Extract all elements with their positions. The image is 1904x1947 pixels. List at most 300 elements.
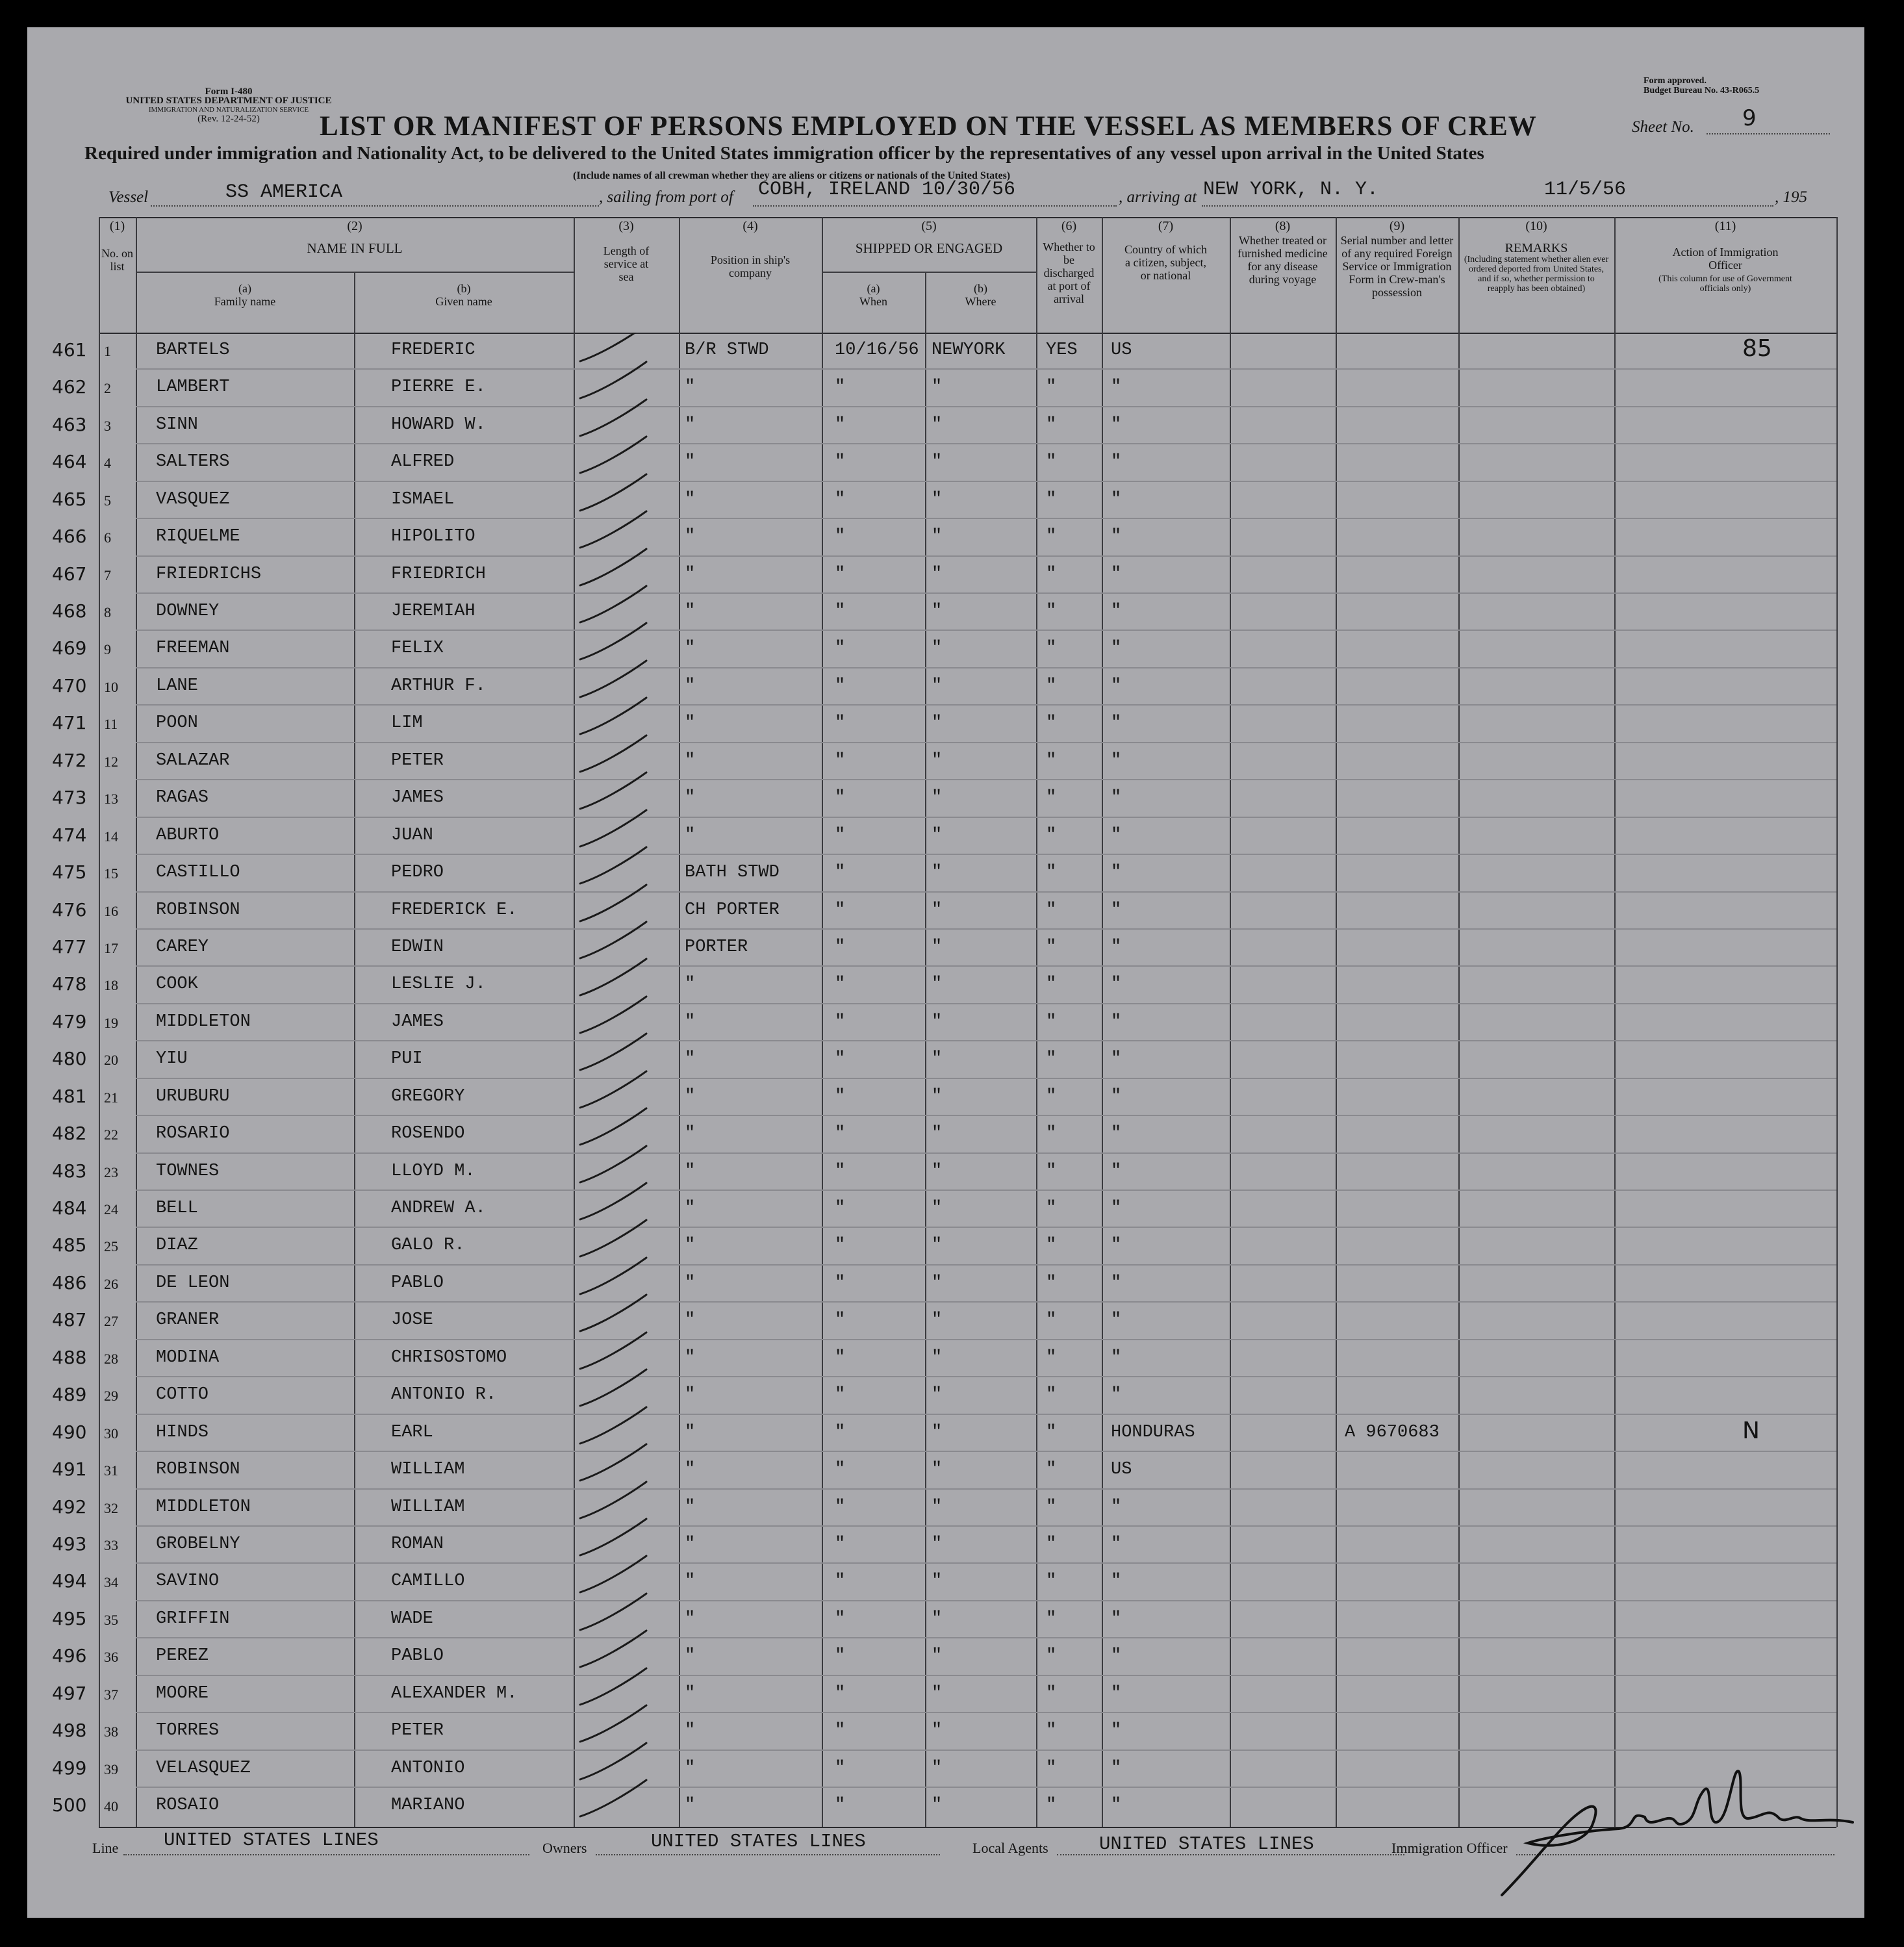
position: " — [685, 1609, 696, 1629]
discharged: YES — [1046, 340, 1078, 360]
officer-action: 85 — [1742, 335, 1772, 362]
shipped-when: " — [835, 639, 846, 658]
col7-header — [1102, 220, 1230, 282]
vessel-label: Vessel — [108, 188, 149, 206]
given-name: ROSENDO — [391, 1124, 465, 1143]
shipped-where: " — [932, 565, 943, 584]
family-name: GRANER — [156, 1310, 220, 1330]
given-name: FREDERIC — [391, 340, 476, 360]
family-name: MOORE — [156, 1684, 209, 1703]
position: " — [685, 1684, 696, 1703]
shipped-where: " — [932, 713, 943, 733]
shipped-when: " — [835, 751, 846, 770]
given-name: GALO R. — [391, 1236, 465, 1255]
length-check-stroke — [580, 1071, 646, 1108]
length-check-stroke — [580, 1332, 646, 1369]
row-number: 21 — [104, 1089, 118, 1106]
row-number: 27 — [104, 1313, 118, 1329]
family-name: FREEMAN — [156, 639, 230, 658]
discharged: " — [1046, 1796, 1057, 1815]
length-check-stroke — [580, 474, 646, 511]
shipped-where: " — [932, 1534, 943, 1554]
given-name: MARIANO — [391, 1796, 465, 1815]
shipped-where: " — [932, 1348, 943, 1368]
handwritten-list-number: 475 — [52, 861, 87, 883]
col9-title: Serial number and letter of any required Foreign Service or Immigration Form in Crew-man's possession — [1340, 234, 1454, 299]
position: " — [685, 1273, 696, 1293]
family-name: LANE — [156, 676, 198, 696]
shipped-when: " — [835, 937, 846, 957]
position: " — [685, 788, 696, 808]
length-check-stroke — [580, 959, 646, 995]
shipped-when: " — [835, 1646, 846, 1666]
col7-title: Country of which a citizen, subject, or national — [1124, 243, 1207, 282]
position: " — [685, 1385, 696, 1405]
shipped-where: " — [932, 788, 943, 808]
position: " — [685, 527, 696, 546]
col8-header — [1230, 220, 1336, 286]
length-check-stroke — [580, 1780, 646, 1816]
col2b-header — [354, 282, 574, 308]
discharged: " — [1046, 751, 1057, 770]
discharged: " — [1046, 788, 1057, 808]
shipped-when: " — [835, 1310, 846, 1330]
family-name: BARTELS — [156, 340, 230, 360]
given-name: JOSE — [391, 1310, 433, 1330]
given-name: HOWARD W. — [391, 415, 486, 435]
country: " — [1111, 1012, 1122, 1032]
given-name: EDWIN — [391, 937, 444, 957]
country: " — [1111, 1087, 1122, 1106]
shipped-where: " — [932, 1460, 943, 1479]
discharged: " — [1046, 1273, 1057, 1293]
col5b-header — [925, 282, 1036, 308]
approval-block — [1644, 76, 1759, 95]
length-check-stroke — [580, 1705, 646, 1742]
length-check-stroke — [580, 1146, 646, 1182]
handwritten-list-number: 481 — [52, 1086, 87, 1107]
col2-number: (2) — [347, 219, 362, 233]
family-name: YIU — [156, 1049, 188, 1069]
shipped-when: " — [835, 1572, 846, 1591]
discharged: " — [1046, 974, 1057, 994]
family-name: URUBURU — [156, 1087, 230, 1106]
length-check-stroke — [580, 698, 646, 734]
shipped-where: " — [932, 377, 943, 397]
discharged: " — [1046, 1423, 1057, 1442]
given-name: LIM — [391, 713, 423, 733]
col5a-header — [822, 282, 925, 308]
length-check-stroke — [580, 810, 646, 846]
family-name: RAGAS — [156, 788, 209, 808]
family-name: DE LEON — [156, 1273, 230, 1293]
length-check-stroke — [580, 549, 646, 585]
owners-label: Owners — [542, 1840, 587, 1856]
discharged: " — [1046, 1199, 1057, 1218]
shipped-where: " — [932, 1236, 943, 1255]
handwritten-list-number: 477 — [52, 936, 87, 958]
discharged: " — [1046, 452, 1057, 472]
handwritten-list-number: 466 — [52, 526, 87, 547]
handwritten-list-number: 490 — [52, 1421, 87, 1443]
given-name: CHRISOSTOMO — [391, 1348, 507, 1368]
col4-title: Position in ship's company — [710, 253, 791, 279]
shipped-when: " — [835, 1273, 846, 1293]
position: BATH STWD — [685, 863, 780, 882]
length-check-stroke — [580, 772, 646, 809]
handwritten-list-number: 488 — [52, 1347, 87, 1368]
vessel-name: SS AMERICA — [225, 181, 343, 203]
position: " — [685, 1759, 696, 1778]
family-name: CAREY — [156, 937, 209, 957]
col5-header — [822, 220, 1036, 255]
shipped-where: " — [932, 452, 943, 472]
handwritten-list-number: 468 — [52, 600, 87, 622]
handwritten-list-number: 465 — [52, 489, 87, 510]
col11-note: (This column for use of Government officials only) — [1658, 274, 1792, 294]
shipped-when: " — [835, 490, 846, 509]
col11-title: Action of Immigration Officer — [1672, 246, 1779, 272]
row-number: 1 — [104, 343, 111, 359]
country: " — [1111, 751, 1122, 770]
handwritten-list-number: 480 — [52, 1048, 87, 1069]
given-name: WILLIAM — [391, 1497, 465, 1517]
length-check-stroke — [580, 1295, 646, 1331]
row-number: 30 — [104, 1425, 118, 1442]
discharged: " — [1046, 863, 1057, 882]
approval-text: Form approved. — [1644, 76, 1707, 86]
col9-header — [1336, 220, 1458, 299]
country: " — [1111, 1049, 1122, 1069]
row-number: 28 — [104, 1351, 118, 1367]
row-number: 8 — [104, 604, 111, 620]
country: " — [1111, 1236, 1122, 1255]
family-name: CASTILLO — [156, 863, 240, 882]
position: " — [685, 1497, 696, 1517]
col10-header — [1458, 220, 1614, 294]
handwritten-list-number: 476 — [52, 899, 87, 921]
length-check-stroke — [580, 1594, 646, 1630]
length-check-stroke — [580, 735, 646, 772]
year-suffix: , 195 — [1775, 188, 1807, 206]
shipped-when: " — [835, 1348, 846, 1368]
col2a-number: (a) — [238, 282, 251, 295]
handwritten-list-number: 461 — [52, 339, 87, 361]
country: " — [1111, 863, 1122, 882]
length-check-stroke — [580, 1258, 646, 1294]
row-number: 10 — [104, 679, 118, 695]
handwritten-list-number: 482 — [52, 1123, 87, 1144]
col4-header — [679, 220, 822, 279]
position: " — [685, 974, 696, 994]
country: " — [1111, 1684, 1122, 1703]
discharged: " — [1046, 1497, 1057, 1517]
handwritten-list-number: 496 — [52, 1645, 87, 1666]
given-name: ANTONIO R. — [391, 1385, 497, 1405]
row-number: 36 — [104, 1649, 118, 1665]
handwritten-list-number: 485 — [52, 1234, 87, 1256]
shipped-when: " — [835, 1721, 846, 1740]
discharged: " — [1046, 527, 1057, 546]
shipped-when: " — [835, 1199, 846, 1218]
length-check-stroke — [580, 623, 646, 659]
position: " — [685, 713, 696, 733]
shipped-where: " — [932, 1012, 943, 1032]
shipped-where: " — [932, 974, 943, 994]
position: " — [685, 1012, 696, 1032]
row-number: 6 — [104, 529, 111, 546]
given-name: PETER — [391, 751, 444, 770]
family-name: FRIEDRICHS — [156, 565, 262, 584]
shipped-where: NEWYORK — [932, 340, 1006, 360]
family-name: TOWNES — [156, 1162, 220, 1181]
handwritten-list-number: 492 — [52, 1496, 87, 1518]
manifest-sheet — [27, 27, 1864, 1918]
handwritten-list-number: 467 — [52, 563, 87, 585]
col2-header — [136, 220, 574, 255]
country: " — [1111, 415, 1122, 435]
line-label: Line — [92, 1840, 119, 1856]
col1-header — [99, 220, 136, 273]
handwritten-list-number: 486 — [52, 1272, 87, 1293]
family-name: DOWNEY — [156, 602, 220, 621]
officer-signature — [1489, 1746, 1859, 1902]
handwritten-list-number: 493 — [52, 1533, 87, 1555]
handwritten-list-number: 473 — [52, 787, 87, 808]
col11-number: (11) — [1714, 219, 1736, 233]
country: " — [1111, 1273, 1122, 1293]
shipped-when: " — [835, 713, 846, 733]
discharged: " — [1046, 1385, 1057, 1405]
col2b-title: Given name — [435, 295, 492, 308]
handwritten-list-number: 470 — [52, 675, 87, 696]
country: " — [1111, 1796, 1122, 1815]
row-number: 39 — [104, 1761, 118, 1777]
shipped-where: " — [932, 863, 943, 882]
col7-number: (7) — [1158, 219, 1174, 233]
discharged: " — [1046, 565, 1057, 584]
handwritten-list-number: 479 — [52, 1011, 87, 1032]
position: " — [685, 676, 696, 696]
given-name: ANDREW A. — [391, 1199, 486, 1218]
discharged: " — [1046, 1124, 1057, 1143]
length-check-stroke — [580, 400, 646, 436]
length-check-stroke — [580, 1369, 646, 1406]
position: PORTER — [685, 937, 748, 957]
col6-number: (6) — [1061, 219, 1077, 233]
family-name: MIDDLETON — [156, 1497, 251, 1517]
form-number: Form I-480 — [205, 86, 253, 97]
position: " — [685, 415, 696, 435]
handwritten-list-number: 491 — [52, 1458, 87, 1480]
form-subtitle: Required under immigration and Nationality Act, to be delivered to the United States immigration officer by the representatives of any vessel upon arrival in the United States — [84, 143, 1484, 164]
row-number: 22 — [104, 1126, 118, 1143]
country: " — [1111, 974, 1122, 994]
shipped-where: " — [932, 1796, 943, 1815]
family-name: TORRES — [156, 1721, 220, 1740]
shipped-where: " — [932, 415, 943, 435]
given-name: JEREMIAH — [391, 602, 476, 621]
family-name: RIQUELME — [156, 527, 240, 546]
shipped-when: " — [835, 676, 846, 696]
shipped-when: " — [835, 1497, 846, 1517]
country: " — [1111, 900, 1122, 920]
family-name: ROSAIO — [156, 1796, 220, 1815]
shipped-when: " — [835, 1049, 846, 1069]
length-check-stroke — [580, 586, 646, 622]
position: " — [685, 377, 696, 397]
country: " — [1111, 1385, 1122, 1405]
shipped-when: " — [835, 415, 846, 435]
position: " — [685, 1162, 696, 1181]
position: " — [685, 1460, 696, 1479]
country: " — [1111, 676, 1122, 696]
family-name: HINDS — [156, 1423, 209, 1442]
shipped-where: " — [932, 1199, 943, 1218]
position: " — [685, 1124, 696, 1143]
discharged: " — [1046, 602, 1057, 621]
col6-title: Whether to be discharged at port of arrival — [1043, 240, 1095, 305]
shipped-where: " — [932, 900, 943, 920]
handwritten-list-number: 494 — [52, 1570, 87, 1592]
position: " — [685, 602, 696, 621]
given-name: ALFRED — [391, 452, 455, 472]
country: " — [1111, 1199, 1122, 1218]
position: " — [685, 1236, 696, 1255]
family-name: ABURTO — [156, 826, 220, 845]
family-name: VASQUEZ — [156, 490, 230, 509]
discharged: " — [1046, 377, 1057, 397]
family-name: GRIFFIN — [156, 1609, 230, 1629]
length-check-stroke — [580, 1482, 646, 1518]
shipped-where: " — [932, 1646, 943, 1666]
row-number: 26 — [104, 1276, 118, 1292]
discharged: " — [1046, 676, 1057, 696]
length-check-stroke — [580, 1444, 646, 1481]
given-name: PABLO — [391, 1273, 444, 1293]
revision: (Rev. 12-24-52) — [197, 114, 260, 124]
shipped-when: " — [835, 1609, 846, 1629]
row-number: 13 — [104, 791, 118, 807]
shipped-when: " — [835, 1684, 846, 1703]
country: " — [1111, 1310, 1122, 1330]
discharged: " — [1046, 1012, 1057, 1032]
shipped-where: " — [932, 1497, 943, 1517]
shipped-when: " — [835, 565, 846, 584]
country: " — [1111, 1721, 1122, 1740]
country: HONDURAS — [1111, 1423, 1195, 1442]
discharged: " — [1046, 1162, 1057, 1181]
discharged: " — [1046, 1721, 1057, 1740]
officer-label: Immigration Officer — [1391, 1840, 1508, 1856]
col2b-number: (b) — [457, 282, 471, 295]
family-name: SALTERS — [156, 452, 230, 472]
length-check-stroke — [580, 1556, 646, 1592]
position: " — [685, 490, 696, 509]
handwritten-list-number: 483 — [52, 1160, 87, 1182]
shipped-when: " — [835, 602, 846, 621]
sheet-number: 9 — [1742, 105, 1757, 131]
officer-action: N — [1742, 1418, 1760, 1444]
shipped-where: " — [932, 676, 943, 696]
given-name: JUAN — [391, 826, 433, 845]
country: " — [1111, 565, 1122, 584]
col1-number: (1) — [109, 219, 125, 233]
row-number: 38 — [104, 1724, 118, 1740]
shipped-when: " — [835, 1460, 846, 1479]
given-name: FREDERICK E. — [391, 900, 518, 920]
handwritten-list-number: 474 — [52, 824, 87, 846]
handwritten-list-number: 469 — [52, 637, 87, 659]
row-number: 37 — [104, 1686, 118, 1703]
col5a-number: (a) — [867, 282, 880, 295]
handwritten-list-number: 498 — [52, 1720, 87, 1741]
shipped-when: " — [835, 1796, 846, 1815]
row-number: 23 — [104, 1164, 118, 1180]
position: " — [685, 1796, 696, 1815]
length-check-stroke — [580, 1034, 646, 1070]
given-name: PETER — [391, 1721, 444, 1740]
country: " — [1111, 639, 1122, 658]
length-check-stroke — [580, 661, 646, 697]
shipped-when: " — [835, 1012, 846, 1032]
handwritten-list-number: 471 — [52, 712, 87, 733]
given-name: LESLIE J. — [391, 974, 486, 994]
handwritten-list-number: 462 — [52, 376, 87, 398]
country: " — [1111, 452, 1122, 472]
shipped-where: " — [932, 937, 943, 957]
position: " — [685, 1049, 696, 1069]
line-name: UNITED STATES LINES — [164, 1829, 379, 1851]
row-number: 32 — [104, 1500, 118, 1516]
family-name: SINN — [156, 415, 198, 435]
shipped-where: " — [932, 1609, 943, 1629]
given-name: PIERRE E. — [391, 377, 486, 397]
length-check-stroke — [580, 1743, 646, 1779]
owners-name: UNITED STATES LINES — [651, 1831, 866, 1852]
shipped-when: " — [835, 974, 846, 994]
col2-title: NAME IN FULL — [307, 240, 403, 256]
family-name: GROBELNY — [156, 1534, 240, 1554]
country: " — [1111, 937, 1122, 957]
shipped-when: " — [835, 1124, 846, 1143]
family-name: BELL — [156, 1199, 198, 1218]
position: " — [685, 452, 696, 472]
col2a-header — [136, 282, 354, 308]
family-name: PEREZ — [156, 1646, 209, 1666]
col5-number: (5) — [921, 219, 937, 233]
row-number: 25 — [104, 1238, 118, 1254]
country: " — [1111, 1124, 1122, 1143]
country: US — [1111, 1460, 1132, 1479]
discharged: " — [1046, 1348, 1057, 1368]
given-name: LLOYD M. — [391, 1162, 476, 1181]
shipped-where: " — [932, 1721, 943, 1740]
country: " — [1111, 1534, 1122, 1554]
handwritten-list-number: 472 — [52, 750, 87, 771]
shipped-where: " — [932, 602, 943, 621]
length-check-stroke — [580, 885, 646, 921]
agents-label: Local Agents — [972, 1840, 1048, 1856]
given-name: JAMES — [391, 1012, 444, 1032]
col11-header — [1614, 220, 1836, 294]
family-name: DIAZ — [156, 1236, 198, 1255]
shipped-where: " — [932, 1423, 943, 1442]
arriving-port: NEW YORK, N. Y. — [1203, 179, 1379, 201]
discharged: " — [1046, 415, 1057, 435]
family-name: SALAZAR — [156, 751, 230, 770]
service: IMMIGRATION AND NATURALIZATION SERVICE — [148, 106, 309, 114]
